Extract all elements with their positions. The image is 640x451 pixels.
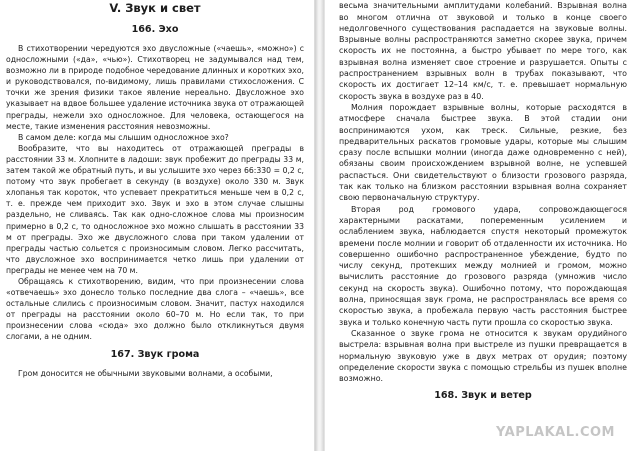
left-page — [2, 0, 315, 451]
section-168-title: 168. Звук и ветер — [434, 390, 532, 402]
paragraph: Вообразите, что вы находитесь от отражающей преграды в расстоянии 33 м. Хлопните в ладоши: звук пробежит до преграды 33 м, затем такой же обратный путь, и вы услышите эхо через 66:330 = 0,2 с, потому что звук пробегает в секунду (в воздухе) около 330 м. Звук хлопанья так короток, что успевает прекратиться меньше чем в 0,2 с, т. е. прежде чем приходит эхо. Звук и эхо в этом случае слышны раздельно, не сливаясь. Так как одно-сложное слова мы произносим примерно в 0,2 с, то односложное эхо можно слышать в расстоянии 33 м от преграды. Эхо же двусложного слова при таком удалении от преграды частью сольется с произносимым словом. Легко рассчитать, что двусложное эхо воспринимается четко лишь при удалении от преграды не менее чем на 70 м. — [6, 143, 304, 275]
paragraph: Сказанное о звуке грома не относится к звукам орудийного выстрела: взрывная волна при выстреле из пушки превращается в нормальную звуковую уже в двух метрах от орудия; поэтому определение скорости звука с помощью стрельбы из пушек вполне возможно. — [339, 328, 627, 384]
site-watermark: YAPLAKAL.COM — [496, 425, 615, 440]
paragraph: Молния порождает взрывные волны, которые расходятся в атмосфере сначала быстрее звука. В этой стадии они воспринимаются ухом, как треск. Сильные, резкие, без предварительных раскатов громовые удары, которые мы слышим сразу после вспышки молнии (иногда даже одновременно с ней), обязаны своим происхождением взрывной волне, не успевшей распасться. Они свидетельствуют о близости грозового разряда, так как только на близком расстоянии взрывная волна сохраняет свою первоначальную структуру. — [339, 102, 627, 203]
paragraph: Обращаясь к стихотворению, видим, что при произнесении слова «отвечаешь» эхо донесло только последние два слога – «чаешь», все остальные слились с произносимым словом. Значит, пастух находился от преграды на расстоянии около 60–70 м. Но если так, то при произнесении слова «сюда» эхо должно было откликнуться двумя слогами, а не одним. — [6, 276, 304, 342]
paragraph: Вторая род громового удара, сопровождающегося характерными раскатами, попеременным усилением и ослаблением звука, наблюдается спустя некоторый промежуток времени после молнии и говорит об отдаленности их источника. Но совершенно ошибочно распространенное убеждение, будто по числу секунд, протекших между молнией и громом, можно вычислить расстояние до грозового разряда (умножив число секунд на скорость звука). Ошибочно потому, что порождающая волна, приносящая звук грома, не распространялась все время со скоростью звука, а пробежала первую часть расстояния быстрее звука и только конечную часть пути прошла со скоростью звука. — [339, 204, 627, 327]
chapter-title: V. Звук и свет — [109, 1, 201, 15]
section-167-title: 167. Звук грома — [110, 348, 200, 360]
paragraph: В самом деле: когда мы слышим односложное эхо? — [18, 132, 229, 142]
paragraph: Гром доносится не обычными звуковыми волнами, а особыми, — [18, 368, 273, 378]
left-page-text — [6, 2, 304, 379]
right-page-text — [339, 0, 627, 409]
paragraph: весьма значительными амплитудами колебаний. Взрывная волна во многом отлична от звуковой и только в конце своего недолговечного существования распадается на звуковые волны. Взрывные волны распространяются заметно скорее звука, причем скорость их не постоянна, а быстро убывает по мере того, как взрывная волна изменяет свое строение и разрушается. Опыты с распространением взрывных волн в трубах показывают, что скорость их достигает 12–14 км/с, т. е. превышает нормальную скорость звука в воздухе раз в 40. — [339, 1, 627, 101]
section-166-title: 166. Эхо — [131, 24, 179, 35]
right-page — [324, 0, 638, 451]
paragraph: В стихотворении чередуются эхо двусложные («чаешь», «можно») с односложными («да», «чью»). Стихотворец не задумывался над тем, возможно ли в природе подобное чередование длинных и коротких эхо, и руководствовался, по-видимому, лишь правилами стихосложения. С точки же зрения физики такое явление нереально. Двусложное эхо указывает на вдвое большее удаление источника звука от отражающей преграды, нежели эхо односложное. Для человека, остающегося на месте, такие изменения расстояния невозможны. — [6, 44, 304, 131]
book-gutter — [315, 0, 324, 451]
